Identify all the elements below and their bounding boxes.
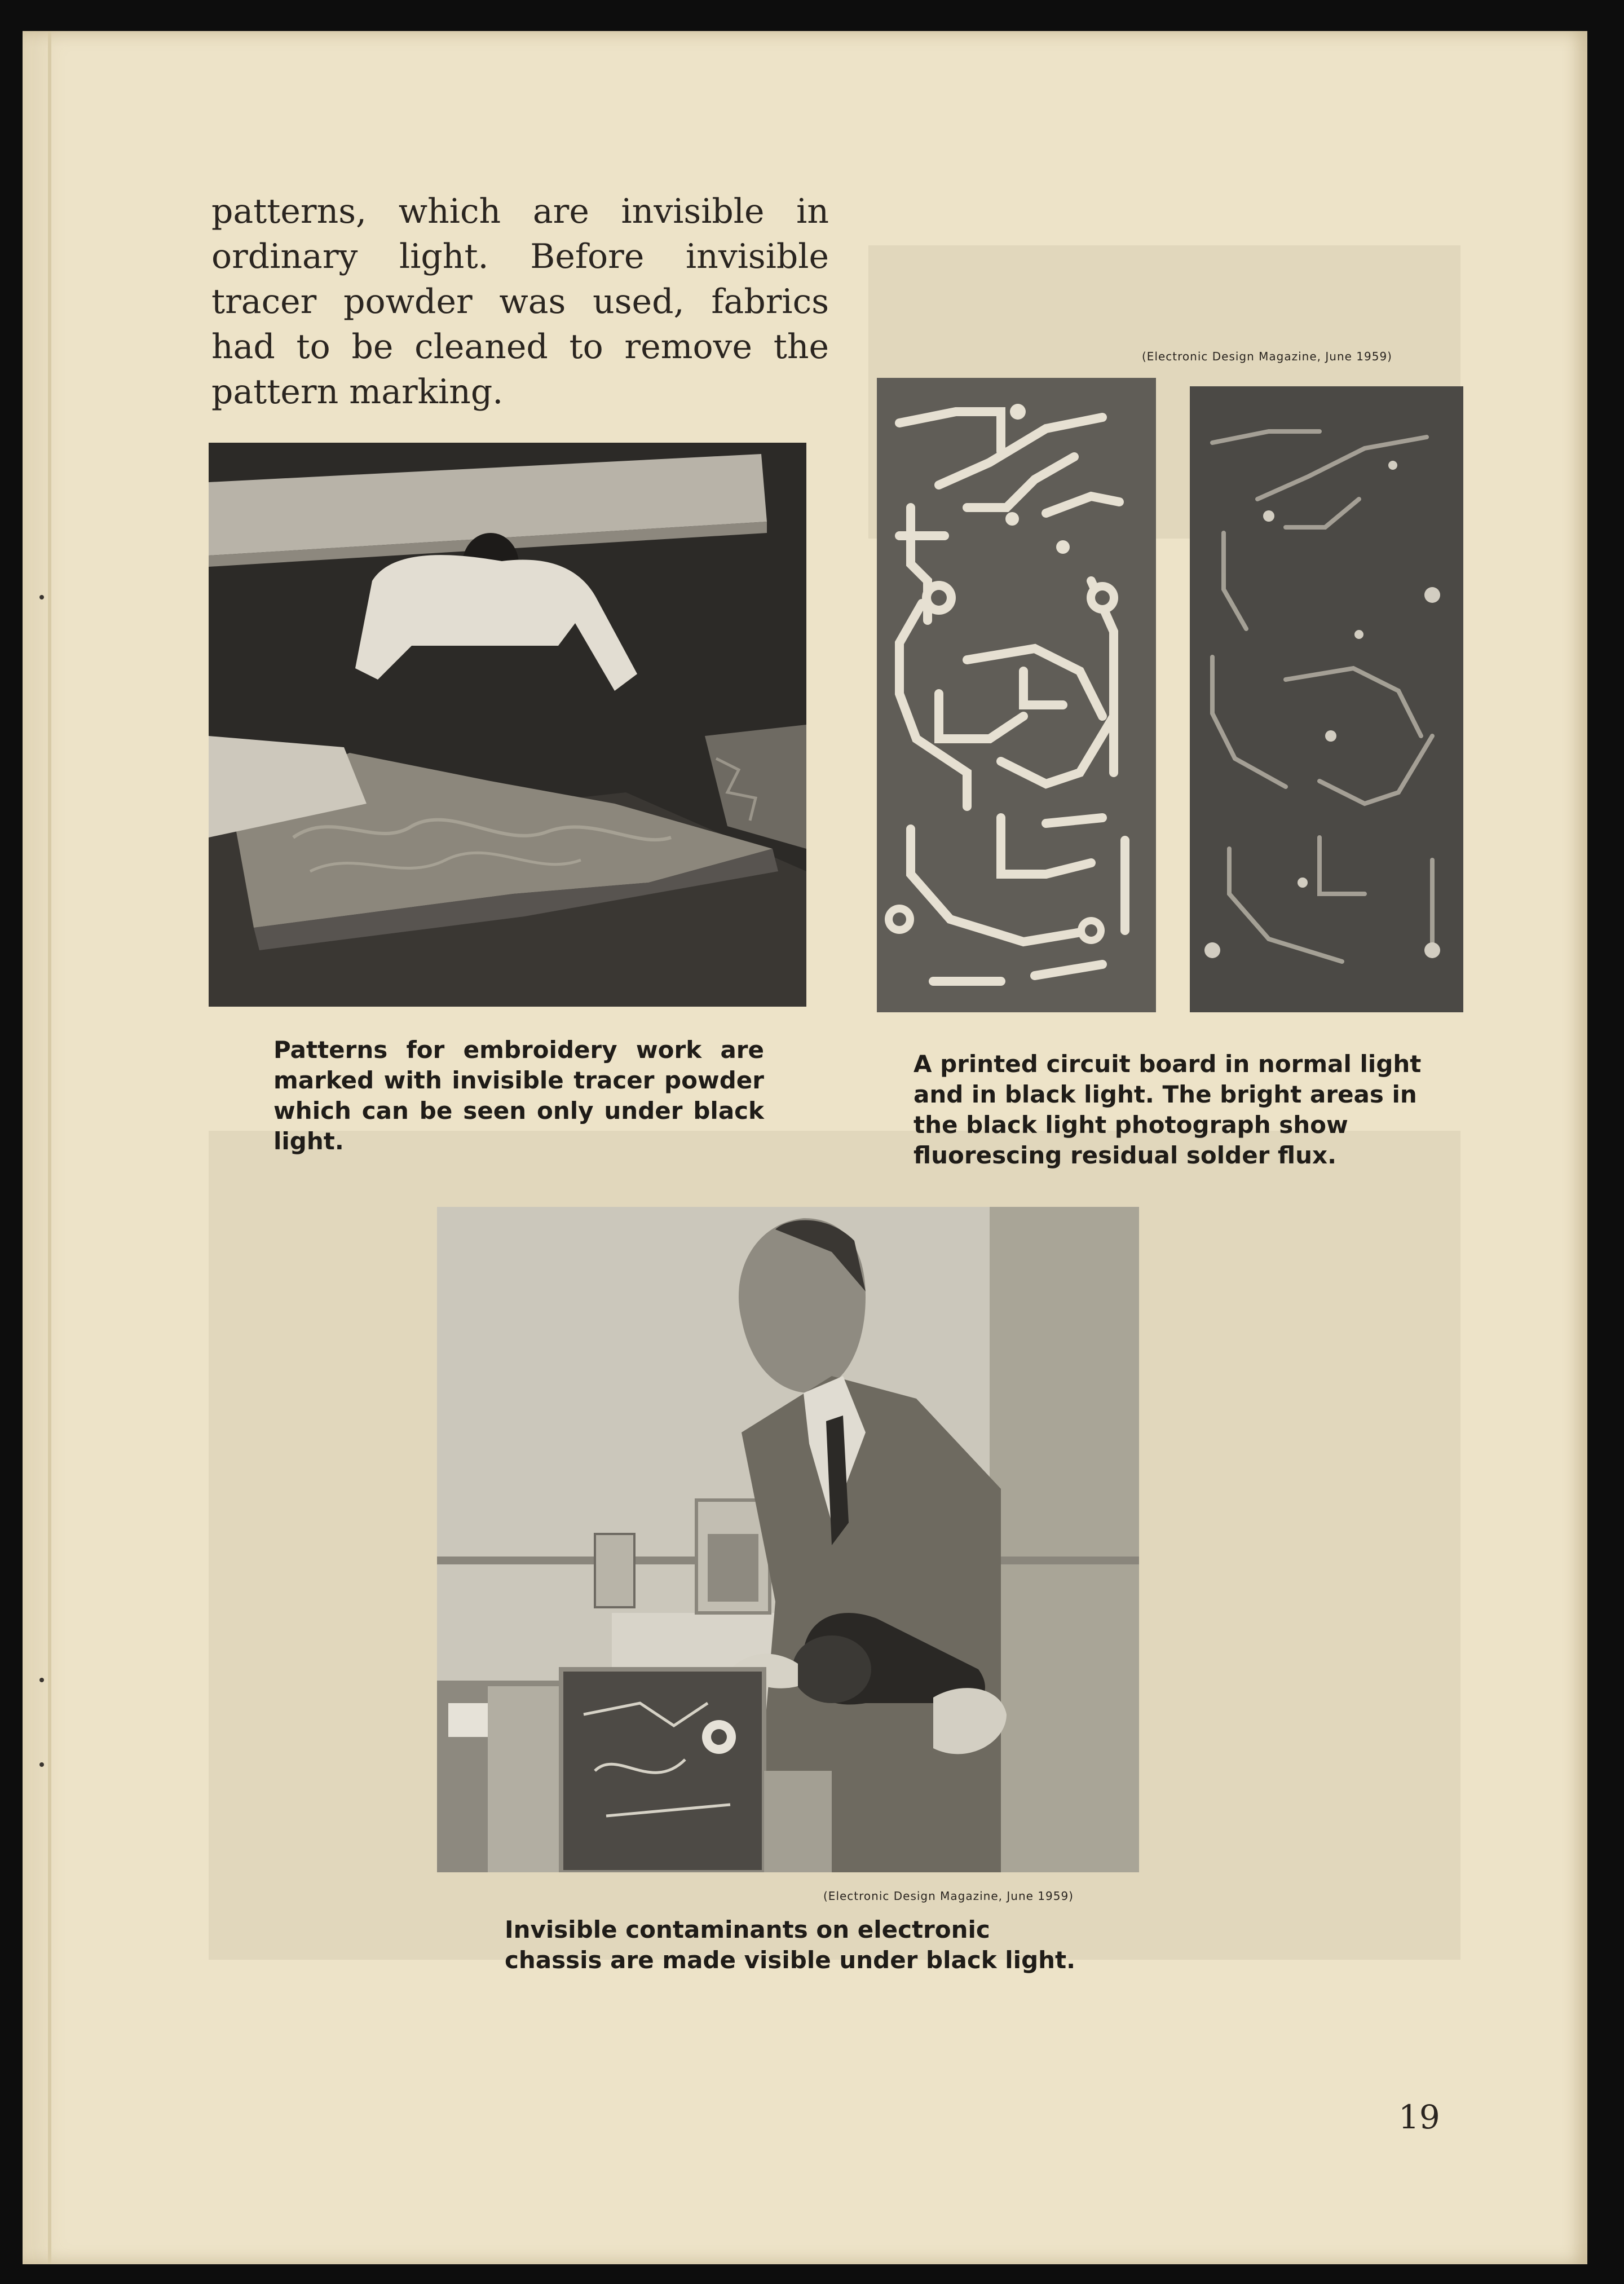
body-paragraph: patterns, which are invisible in ordinary light. Before invisible tracer powder was used, fabrics had to be cleaned to remove the pattern marking. [211,192,829,412]
circuit-board-caption: A printed circuit board in normal light and in black light. The bright areas in the black light photograph show fluorescing residual solder flux. [914,1050,1422,1169]
circuit-board-credit: (Electronic Design Magazine, June 1959) [1142,350,1392,363]
binding-staple-mark [39,595,44,599]
embroidery-photo [209,443,806,1007]
chassis-inspection-photo [437,1207,1139,1872]
page-gutter [48,31,51,2264]
embroidery-caption: Patterns for embroidery work are marked with invisible tracer powder which can be seen only under black light. [273,1036,764,1155]
binding-staple-mark [39,1678,44,1682]
chassis-credit: (Electronic Design Magazine, June 1959) [823,1889,1074,1903]
book-page [23,31,1587,2264]
chassis-caption: Invisible contaminants on electronic chassis are made visible under black light. [505,1916,1076,1974]
circuit-board-black-light-photo [1190,386,1463,1012]
circuit-board-normal-light-photo [877,378,1156,1012]
page-number: 19 [1398,2098,1440,2136]
binding-staple-mark [39,1762,44,1767]
